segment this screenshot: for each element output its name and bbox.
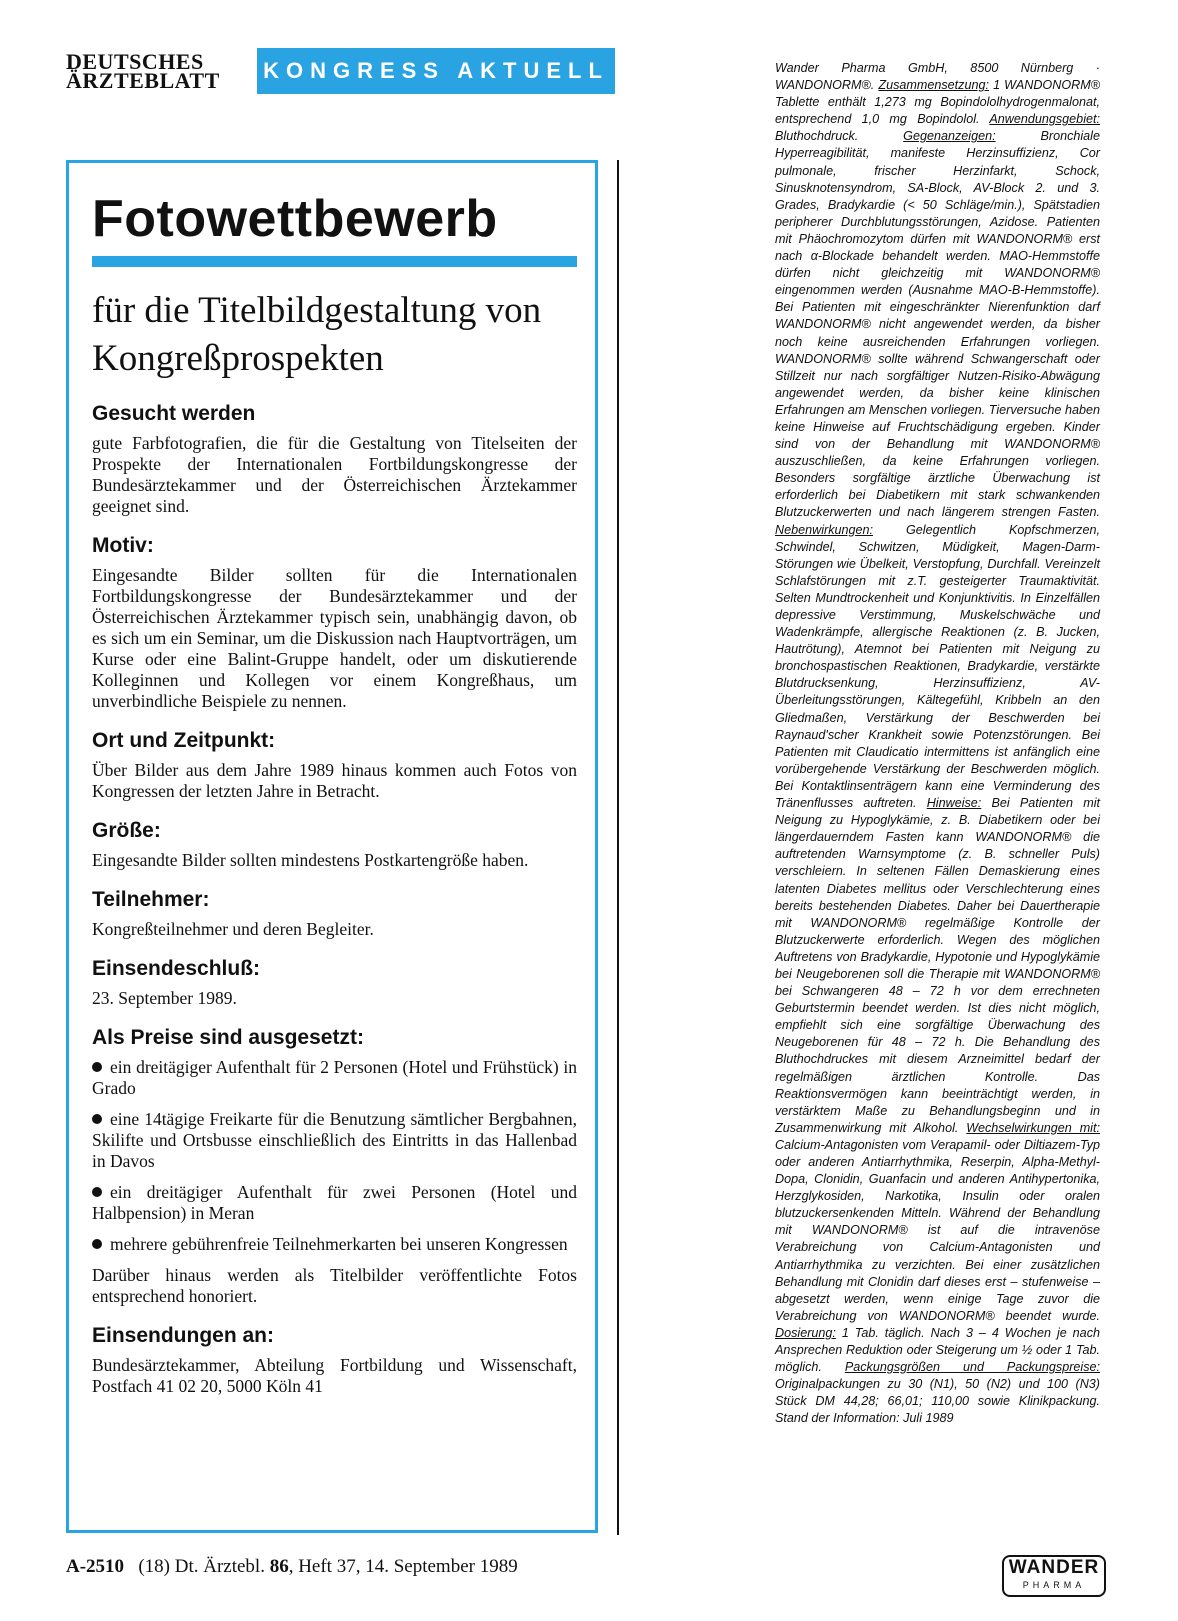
prizes-heading: Als Preise sind ausgesetzt: xyxy=(92,1026,364,1049)
masthead-line1: DEUTSCHES xyxy=(66,49,204,74)
section-text: Eingesandte Bilder sollten mindestens Postkartengröße haben. xyxy=(92,850,529,870)
page-number: A-2510 xyxy=(66,1556,125,1577)
logo-bottom: PHARMA xyxy=(1022,1580,1086,1590)
pi-text: Bei Patienten mit Neigung zu Hypoglykämie, z. B. Diabetikern oder bei längerdauerndem Fasten kann WANDONORM® die auftretenden Warnsymptome (z. B. schneller Puls) verschleiern. In seltenen Fällen Demaskierung eines latenten Diabetes mellitus oder Verschlechterung eines bereits bestehenden Diabetes. Daher bei Dauertherapie mit WANDONORM® regelmäßige Kontrolle der Blutzuckerwerte erforderlich. Wegen des möglichen Auftretens von Bradykardie, Hypotonie und Hypoglykämie bei Neugeborenen soll die Therapie mit WANDONORM® bei Schwangeren 48 – 72 h vor dem errechneten Geburtstermin beendet werden. Ist dies nicht möglich, empfiehlt sich eine sorgfältige Überwachung des Neugeborenen für 48 – 72 h. Die Behandlung des Bluthochdruckes mit diesem Arzneimittel bedarf der regelmäßigen ärztlichen Kontrolle. Das Reaktionsvermögen kann beeinträchtigt werden, in verstärktem Maße zu Behandlungsbeginn und in Zusammenwirkung mit Alkohol. xyxy=(775,796,1100,1135)
prize-text: eine 14tägige Freikarte für die Benutzung sämtlicher Bergbahnen, Skilifte und Ortsbusse einschließlich des Eintritts in das Hallenbad in Davos xyxy=(92,1109,577,1171)
bullet-icon xyxy=(92,1114,102,1124)
section-text: Eingesandte Bilder sollten für die Internationalen Fortbildungskongresse der Bundesärztekammer und der Österreichischen Ärztekammer typisch sein, unabhängig davon, ob es sich um ein Seminar, um die Diskussion nach Hauptvorträgen, um Kurse oder eine Balint-Gruppe handelt, oder um diskutierende Kolleginnen und Kollegen vor einem Kongreßhaus, um unverbindliche Beispiele zu nennen. xyxy=(92,565,577,711)
section-gesucht xyxy=(92,401,577,517)
column-divider xyxy=(617,160,619,1535)
pi-keyword: Wechselwirkungen mit: xyxy=(966,1120,1100,1135)
masthead xyxy=(66,49,236,93)
pi-keyword: Gegenanzeigen: xyxy=(903,129,996,144)
section-ort xyxy=(92,728,577,802)
section-heading: Teilnehmer: xyxy=(92,888,210,911)
pi-keyword: Dosierung: xyxy=(775,1325,836,1340)
pi-keyword: Anwendungsgebiet: xyxy=(989,112,1100,127)
pi-text: Wander Pharma GmbH, 8500 Nürnberg · WANDONORM®. xyxy=(775,61,1100,93)
bullet-icon xyxy=(92,1062,102,1072)
headline: Fotowettbewerb xyxy=(92,190,498,248)
pi-text: Originalpackungen zu 30 (N1), 50 (N2) und 100 (N3) Stück DM 44,28; 66,01; 110,00 sowie Klinikpackung. Stand der Information: Juli 1989 xyxy=(775,1377,1100,1426)
prize-item xyxy=(92,1234,577,1255)
pi-keyword: Packungsgrößen und Packungspreise: xyxy=(844,1360,1100,1375)
prize-item xyxy=(92,1182,577,1224)
prescribing-info xyxy=(775,60,1100,1428)
send-address: Bundesärztekammer, Abteilung Fortbildung und Wissenschaft, Postfach 41 02 20, 5000 Köln 41 xyxy=(92,1355,577,1396)
section-heading: Größe: xyxy=(92,819,161,842)
page-footer xyxy=(66,1556,518,1578)
section-text: Kongreßteilnehmer und deren Begleiter. xyxy=(92,919,374,939)
prize-text: mehrere gebührenfreie Teilnehmerkarten bei unseren Kongressen xyxy=(110,1234,568,1254)
prize-text: ein dreitägiger Aufenthalt für zwei Personen (Hotel und Halbpension) in Meran xyxy=(92,1182,577,1223)
section-teilnehmer xyxy=(92,887,577,940)
section-text: Über Bilder aus dem Jahre 1989 hinaus kommen auch Fotos von Kongressen der letzten Jahre in Betracht. xyxy=(92,760,577,801)
bullet-icon xyxy=(92,1187,102,1197)
section-banner: KONGRESS AKTUELL xyxy=(257,48,615,94)
section-heading: Einsendeschluß: xyxy=(92,957,261,980)
pi-text: 1 Tab. täglich. Nach 3 – 4 Wochen je nach Ansprechen Reduktion oder Steigerung um ½ oder 1 Tab. möglich. xyxy=(775,1325,1100,1375)
section-text: gute Farbfotografien, die für die Gestaltung von Titelseiten der Prospekte der Internationalen Fortbildungskongresse der Bundesärztekammer und der Österreichischen Ärztekammer geeignet sind. xyxy=(92,433,577,516)
subheadline: für die Titelbildgestaltung von Kongreßprospekten xyxy=(92,290,542,379)
section-groesse xyxy=(92,818,577,871)
section-einsendeschluss xyxy=(92,956,577,1009)
headline-rule xyxy=(92,256,577,267)
pi-text: Gelegentlich Kopfschmerzen, Schwindel, Schwitzen, Müdigkeit, Magen-Darm-Störungen wie Übelkeit, Verstopfung, Durchfall. Vereinzelt Schlafstörungen mit z.T. gesteigerter Traumaktivität. Selten Mundtrockenheit und Konjunktivitis. In Einzelfällen depressive Verstimmung, Muskelschwäche und Wadenkrämpfe, allergische Reaktionen (z. B. Jucken, Hautrötung), Atemnot bei Patienten mit Neigung zu bronchospastischen Reaktionen, Bradykardie, verstärkte Blutdrucksenkung, Herzinsuffizienz, AV-Überleitungsstörungen, Kältegefühl, Kribbeln an den Gliedmaßen, Verstärkung der Beschwerden bei Raynaud'scher Krankheit sowie Potenzstörungen. Bei Patienten mit Claudicatio intermittens ist anfänglich eine vorübergehende Verstärkung der Beschwerden möglich. Bei Kontaktlinsenträgern kann eine Verminderung des Tränenflusses auftreten. xyxy=(775,522,1100,811)
send-heading: Einsendungen an: xyxy=(92,1324,275,1347)
pi-text: Calcium-Antagonisten vom Verapamil- oder Diltiazem-Typ oder anderen Antiarrhythmika, Reserpin, Alpha-Methyl-Dopa, Clonidin, Guanfacin und anderen Antihypertonika, Herzglykosiden, Narkotika, Insulin oder oralen blutzuckersenkenden Mitteln. Während der Behandlung mit WANDONORM® ist auf die intravenöse Verabreichung von Calcium-Antagonisten und Antiarrhythmika zu verzichten. Bei einer zusätzlichen Behandlung mit Clonidin darf dieses erst – stufenweise – abgesetzt werden, wenn einige Tage zuvor die Verabreichung von WANDONORM® beendet wurde. xyxy=(775,1137,1100,1323)
pi-text: 1 WANDONORM® Tablette enthält 1,273 mg Bopindololhydrogenmalonat, entsprechend 1,0 mg Bopindolol. xyxy=(775,78,1100,127)
prize-text: ein dreitägiger Aufenthalt für 2 Personen (Hotel und Frühstück) in Grado xyxy=(92,1057,577,1098)
bullet-icon xyxy=(92,1239,102,1249)
article xyxy=(92,180,577,1413)
section-heading: Ort und Zeitpunkt: xyxy=(92,729,276,752)
pi-text: Bluthochdruck. xyxy=(775,129,904,144)
pi-text: Bronchiale Hyperreagibilität, manifeste Herzinsuffizienz, Cor pulmonale, frischer Herzinfarkt, Schock, Sinusknotensyndrom, SA-Block, AV-Block 2. und 3. Grades, Bradykardie (< 50 Schläge/min.), Spätstadien peripherer Durchblutungsstörungen, Azidose. Patienten mit Phäochromozytom dürfen mit WANDONORM® erst nach α-Blockade behandelt werden. MAO-Hemmstoffe dürfen nicht gleichzeitig mit WANDONORM® eingenommen werden (Ausnahme MAO-B-Hemmstoffe). Bei Patienten mit eingeschränkter Nierenfunktion darf WANDONORM® nicht angewendet werden, da bisher noch keine ausreichenden Erfahrungen vorliegen. WANDONORM® sollte während Schwangerschaft oder Stillzeit nur nach sorgfältiger Nutzen-Risiko-Abwägung angewendet werden, da bisher keine klinischen Erfahrungen am Menschen vorliegen. Tierversuche haben keine Hinweise auf Fruchtschädigung ergeben. Kinder sind von der Behandlung mit WANDONORM® auszuschließen, da keine Erfahrungen vorliegen. Besonders sorgfältige ärztliche Überwachung ist erforderlich bei Diabetikern mit stark schwankenden Blutzuckerwerten und nach längerem strengen Fasten. xyxy=(775,129,1100,520)
section-motiv xyxy=(92,533,577,712)
volume-number: 86 xyxy=(269,1556,289,1577)
prize-item xyxy=(92,1057,577,1099)
logo-top: WANDER xyxy=(1008,1557,1100,1578)
issue-date: , Heft 37, 14. September 1989 xyxy=(288,1556,518,1577)
prize-item xyxy=(92,1109,577,1172)
journal-ref: (18) Dt. Ärztebl. xyxy=(138,1556,265,1577)
section-text: 23. September 1989. xyxy=(92,988,237,1008)
section-heading: Motiv: xyxy=(92,534,154,557)
section-heading: Gesucht werden xyxy=(92,402,256,425)
pi-keyword: Hinweise: xyxy=(926,796,982,811)
pi-keyword: Nebenwirkungen: xyxy=(775,522,874,537)
prizes-note: Darüber hinaus werden als Titelbilder veröffentlichte Fotos entsprechend honoriert. xyxy=(92,1265,577,1306)
masthead-line2: ÄRZTEBLATT xyxy=(66,68,220,93)
wander-pharma-logo xyxy=(1002,1555,1106,1597)
pi-keyword: Zusammensetzung: xyxy=(878,78,989,93)
